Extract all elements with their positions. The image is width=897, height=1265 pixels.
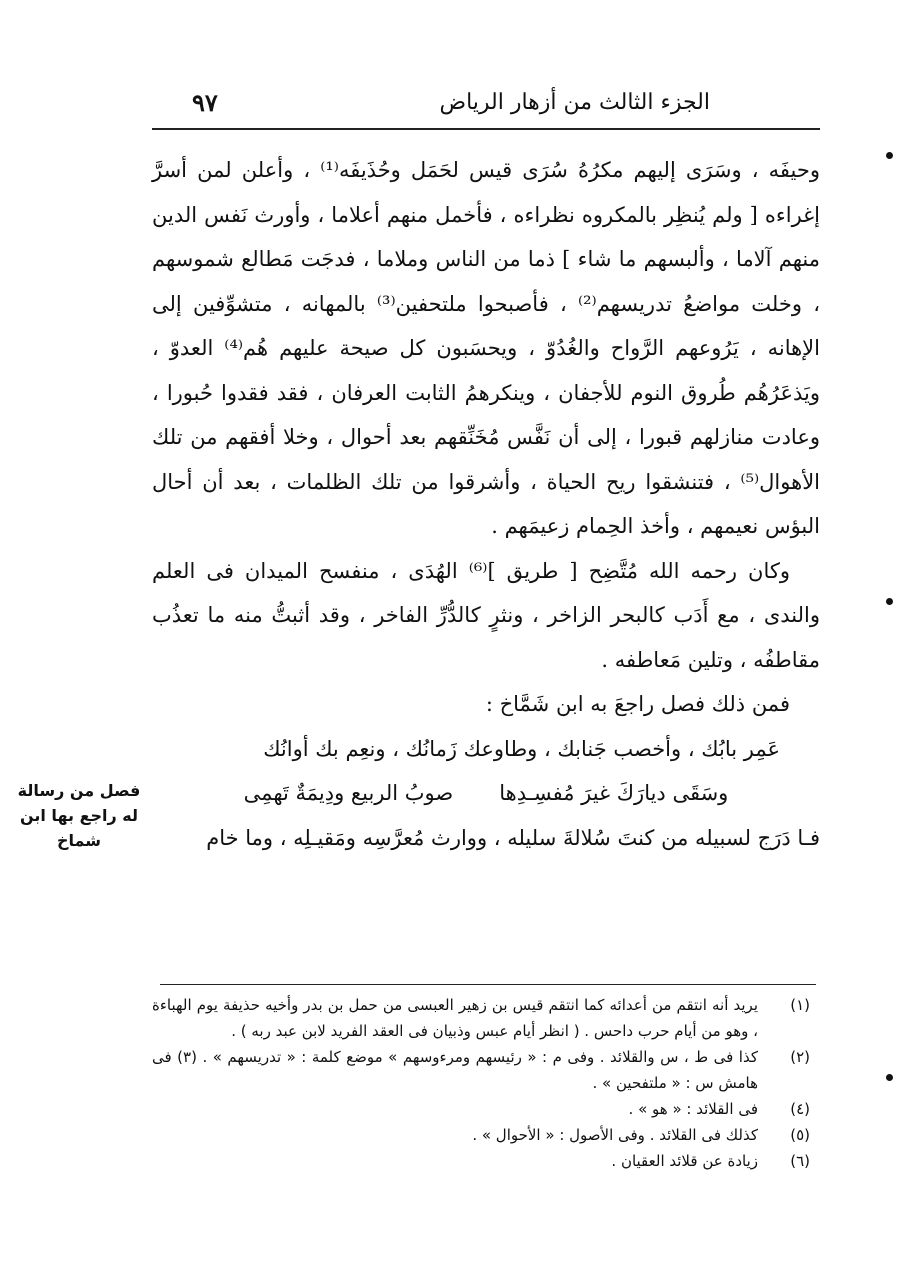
- margin-note-line: له راجع بها ابن: [19, 806, 139, 825]
- footnote-text: فى القلائد : « هو » .: [628, 1100, 758, 1118]
- footnote-text: يريد أنه انتقم من أعدائه كما انتقم قيس بن زهير العبسى من حمل بن بدر وأخيه حذيفة يوم الهباءة ، وهو من أيام حرب داحس . ( انظر أيام عبس وذبيان فى العقد الفريد لابن عبد ربه ) .: [152, 996, 758, 1040]
- margin-note-line: فصل من رسالة: [17, 781, 141, 800]
- footnote-item: [152, 1044, 820, 1096]
- binding-mark: [886, 598, 893, 605]
- paragraph-2: وكان رحمه الله مُتَّضِح [ طريق ]⁽⁶⁾ الهُدَى ، منفسح الميدان فى العلم والندى ، مع أَدَب كالبحر الزاخر ، ونثرٍ كالدُّرِّ الفاخر ، وقد أثبتُّ منه ما تعذُب مقاطفُه ، وتلين مَعاطفه .: [152, 558, 820, 672]
- footnote-item: [152, 992, 820, 1044]
- footnote-text: كذلك فى القلائد . وفى الأصول : « الأحوال » .: [472, 1126, 758, 1144]
- binding-mark: [886, 152, 893, 159]
- footnote-number: (١): [790, 996, 810, 1014]
- footnote-item: [152, 1096, 820, 1122]
- footnotes: [152, 992, 820, 1174]
- paragraph-1: وحيفَه ، وسَرَى إليهم مكرُهُ سُرَى قيس لحَمَل وحُذَيفَه⁽¹⁾ ، وأعلن لمن أسرَّ إغراءه [ ولم يُنظِر بالمكروه نظراءه ، فأخمل منهم أعلاما ، وأورث نَفس الدين منهم آلاما ، وألبسهم ما شاء ] ذما من الناس وملاما ، فدجَت مَطالع شموسهم ، وخلت مواضعُ تدريسهم⁽²⁾ ، فأصبحوا ملتحفين⁽³⁾ بالمهانه ، متشوِّفين إلى الإهانه ، يَرُوعهم الرَّواح والغُدُوّ ، ويحسَبون كل صيحة عليهم هُم⁽⁴⁾ العدوّ ، ويَذعَرُهُم طُروق النوم للأجفان ، وينكرهمُ الثابت العرفان ، فقد فقدوا حُبورا ، وعادت منازلهم قبورا ، إلى أن نَفَّس مُخَنِّقهم بعد أحوال ، وخلا أفقهم من تلك الأهوال⁽⁵⁾ ، فتنشقوا ريح الحياة ، وأشرقوا من تلك الظلمات ، بعد أن أحال البؤس نعيمهم ، وأخذ الحِمام زعيمَهم .: [152, 158, 820, 538]
- footnote-text: كذا فى ط ، س والقلائد . وفى م : « رئيسهم ومرءوسهم » موضع كلمة : « تدريسهم » . (٣) فى هامش س : « ملتفحين » .: [152, 1048, 758, 1092]
- verse-2-second-hemistich: صوبُ الربيع ودِيمَةٌ تَهمِى: [243, 781, 454, 805]
- page-number: ٩٧: [192, 88, 218, 117]
- footnote-item: [152, 1148, 820, 1174]
- binding-mark: [886, 1074, 893, 1081]
- verse-line-1: [152, 727, 820, 772]
- footnote-rule: [160, 984, 816, 985]
- header-title: الجزء الثالث من أزهار الرياض: [439, 90, 710, 115]
- verse-1-text: عَمِر بابُك ، وأخصب جَنابك ، وطاوعك زَمانُك ، ونعِم بك أوانُك: [263, 736, 780, 761]
- verse-2-first-hemistich: وسَقَى ديارَكَ غيرَ مُفسِـدِها: [499, 781, 729, 805]
- running-header: [152, 88, 820, 126]
- intro-line: فمن ذلك فصل راجعَ به ابن شَمَّاخ :: [485, 692, 790, 716]
- last-line: فـا دَرَج لسبيله من كنتَ سُلالةَ سليله ، ووارث مُعرَّسِه ومَقيـلِه ، وما خام: [206, 825, 820, 850]
- footnote-number: (٦): [790, 1152, 810, 1170]
- footnote-number: (٥): [790, 1126, 810, 1144]
- footnote-number: (٢): [790, 1048, 810, 1066]
- margin-note-line: شماخ: [57, 831, 101, 850]
- footnote-text: زيادة عن قلائد العقيان .: [611, 1152, 758, 1170]
- header-rule: [152, 128, 820, 130]
- verse-line-2: [152, 771, 820, 816]
- margin-note: [14, 778, 144, 853]
- footnote-item: [152, 1122, 820, 1148]
- verse-block: [152, 727, 820, 816]
- footnote-number: (٤): [790, 1100, 810, 1118]
- main-text: [152, 148, 820, 860]
